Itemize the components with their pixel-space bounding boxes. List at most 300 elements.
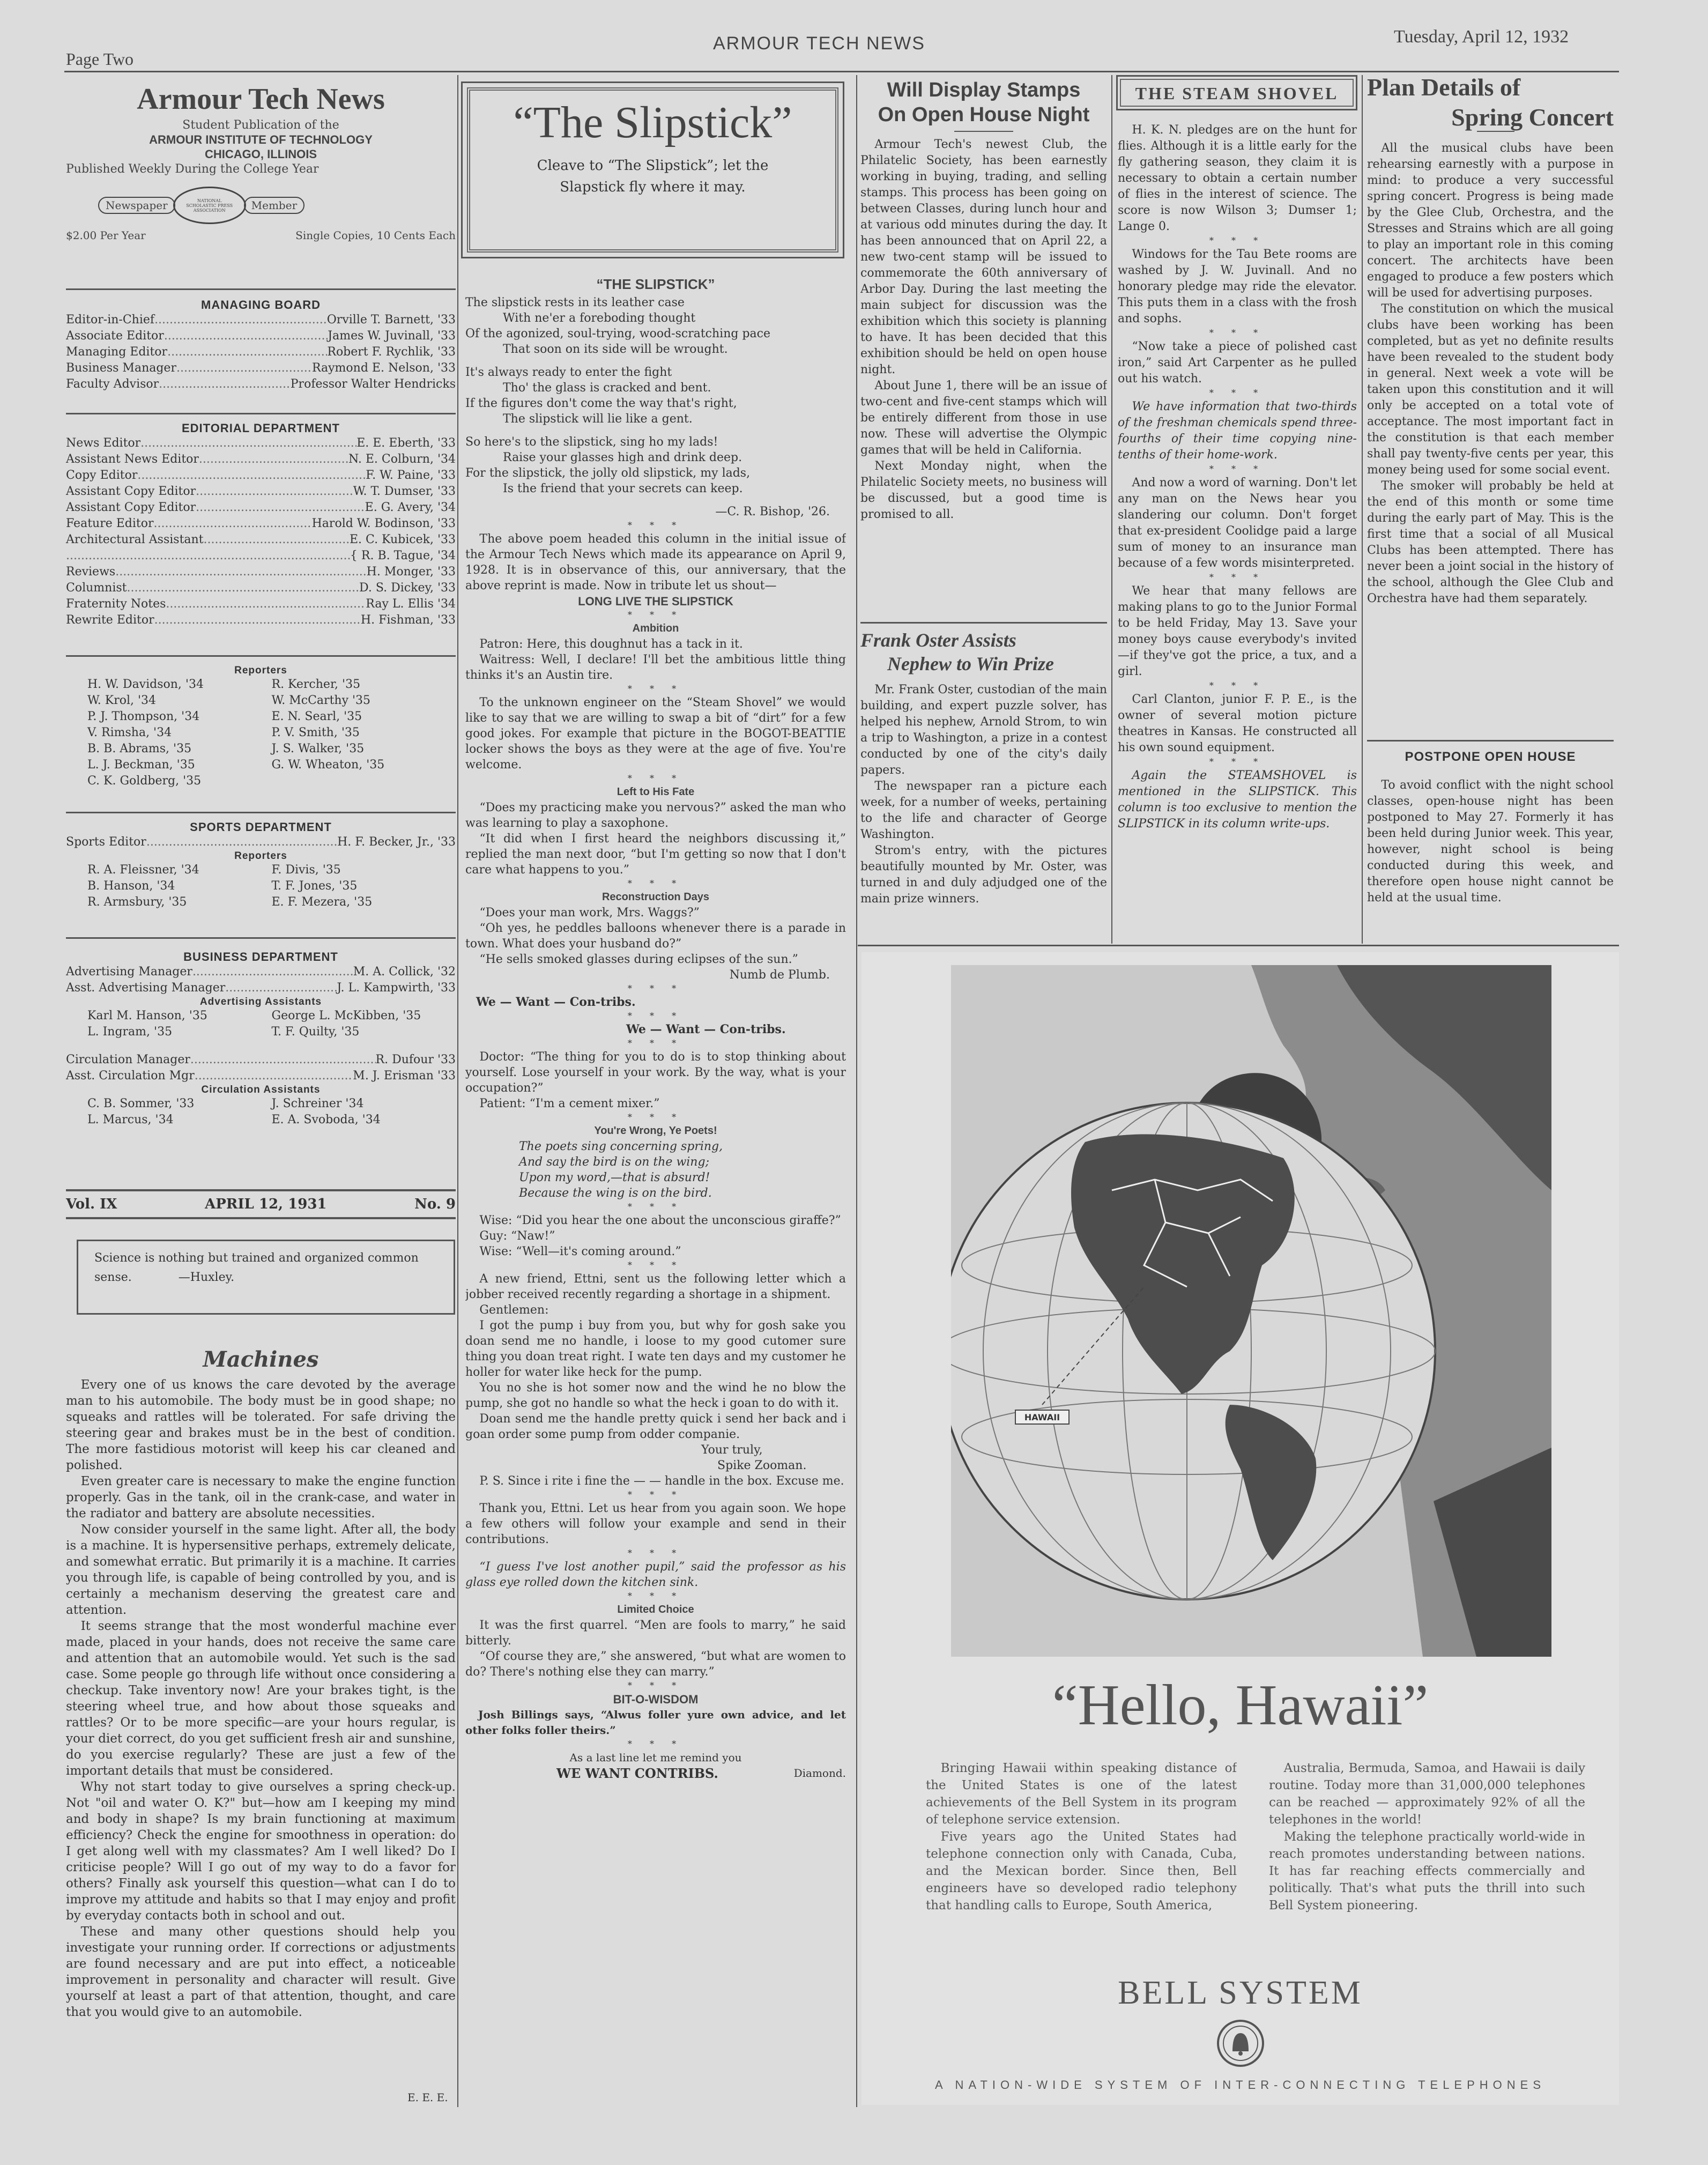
staff-name: M. J. Erisman '33 <box>353 1069 456 1082</box>
dot-leader <box>225 980 337 996</box>
staff-name: E. A. Svoboda, '34 <box>271 1113 381 1126</box>
shovel-item: “Now take a piece of polished cast iron,” said Art Carpenter as he pulled out his watch. <box>1118 340 1357 385</box>
badge-left-label: Newspaper <box>98 197 175 214</box>
staff-name: W. Krol, '34 <box>87 694 157 707</box>
section-rule <box>66 288 456 290</box>
staff-name: George L. McKibben, '35 <box>271 1009 421 1022</box>
section-rule <box>66 413 456 414</box>
separator: * * * <box>627 1489 684 1500</box>
staff-name: F. W. Paine, '33 <box>366 469 456 482</box>
staff-name: Raymond E. Nelson, '33 <box>311 361 456 375</box>
masthead-title: Armour Tech News <box>137 83 385 116</box>
staff-row <box>66 328 456 344</box>
business-department <box>66 950 456 1128</box>
paragraph: Making the telephone practically world-wide in reach promotes understanding between nations. It has far reaching effects commercially and politically. That's what puts the thrill into such Bell System pioneering. <box>1269 1830 1585 1912</box>
slipstick-motto: Cleave to “The Slipstick”; let the Slapstick fly where it may. <box>537 158 769 195</box>
stamps-headline <box>860 78 1107 127</box>
section-heading: EDITORIAL DEPARTMENT <box>181 421 340 435</box>
section-rule <box>860 622 1107 624</box>
staff-name: G. W. Wheaton, '35 <box>271 758 385 772</box>
separator: * * * <box>627 1739 684 1749</box>
dot-leader <box>66 548 350 564</box>
staff-name: E. C. Kubicek, '33 <box>349 533 456 546</box>
volume-line <box>66 1193 456 1215</box>
paragraph: Wise: “Well—it's coming around.” <box>479 1245 681 1258</box>
staff-name: R. Armsbury, '35 <box>87 895 187 909</box>
concert-headline <box>1367 72 1614 132</box>
staff-name: E. F. Mezera, '35 <box>271 895 373 909</box>
letter-close: Your truly, <box>701 1443 763 1457</box>
want-contribs: We — Want — Con-tribs. <box>476 995 636 1009</box>
dot-leader <box>199 451 348 468</box>
staff-name: H. F. Becker, Jr., '33 <box>337 835 456 849</box>
headline-line: On Open House Night <box>878 103 1090 126</box>
paragraph: Patron: Here, this doughnut has a tack in it. <box>479 637 743 651</box>
section-heading: Reporters <box>234 665 287 676</box>
volume-date: APRIL 12, 1931 <box>205 1196 327 1212</box>
dot-leader <box>204 532 350 548</box>
section-rule <box>66 1217 456 1219</box>
oster-article <box>860 682 1107 939</box>
bell-tagline: A NATION-WIDE SYSTEM OF INTER-CONNECTING TELEPHONES <box>934 2078 1546 2092</box>
poem-line: The slipstick will lie like a gent. <box>503 412 693 426</box>
staff-row <box>66 980 456 996</box>
headline-line: Frank Oster Assists <box>860 629 1016 651</box>
paragraph: Strom's entry, with the pictures beautifully mounted by Mr. Oster, was turned in and duly adjudged one of the main prize winners. <box>860 844 1107 906</box>
staff-row <box>66 468 456 484</box>
section-rule <box>66 655 456 657</box>
staff-name: N. E. Colburn, '34 <box>348 453 456 466</box>
paragraph: About June 1, there will be an issue of two-cent and five-cent stamps which will be entirely different from those in use now. These will advertise the Olympic games that will be held in California. <box>860 379 1107 457</box>
section-heading: Advertising Assistants <box>199 996 322 1007</box>
staff-row <box>66 376 456 392</box>
staff-name: H. W. Davidson, '34 <box>87 678 204 691</box>
poem-line: With ne'er a foreboding thought <box>503 312 696 325</box>
staff-name: B. Hanson, '34 <box>87 879 175 893</box>
staff-row <box>66 360 456 376</box>
staff-name: F. Divis, '35 <box>271 863 341 877</box>
managing-board <box>66 298 456 392</box>
masthead-line: ARMOUR INSTITUTE OF TECHNOLOGY <box>149 133 373 146</box>
globe-telephone-illustration <box>951 965 1551 1657</box>
paragraph: “Does your man work, Mrs. Waggs?” <box>479 906 700 920</box>
section-rule <box>1367 740 1614 742</box>
paragraph: Australia, Bermuda, Samoa, and Hawaii is daily routine. Today more than 31,000,000 telephones can be reached — approximately 92% of all the telephones in the world! <box>1269 1761 1585 1827</box>
column-divider <box>1362 75 1363 944</box>
masthead-line: CHICAGO, ILLINOIS <box>205 147 317 161</box>
machines-title: Machines <box>203 1347 319 1372</box>
issue-date: Tuesday, April 12, 1932 <box>1394 27 1569 47</box>
want-contribs-final: WE WANT CONTRIBS. <box>556 1766 718 1781</box>
dot-leader <box>127 580 359 596</box>
column-heading: “THE SLIPSTICK” <box>596 276 715 292</box>
staff-row <box>66 451 456 468</box>
dot-leader <box>154 612 361 628</box>
staff-name: B. B. Abrams, '35 <box>87 742 192 755</box>
separator: * * * <box>627 1038 684 1048</box>
dot-leader <box>192 964 353 980</box>
bell-advertisement <box>862 952 1619 2105</box>
staff-name: E. G. Avery, '34 <box>365 501 456 514</box>
staff-name: L. J. Beckman, '35 <box>87 758 195 772</box>
paragraph: The poets sing concerning spring, <box>519 1140 723 1153</box>
postpone-headline: POSTPONE OPEN HOUSE <box>1405 750 1576 764</box>
dot-leader <box>166 596 366 612</box>
staff-role: Fraternity Notes <box>66 597 166 611</box>
dot-leader <box>195 1068 353 1084</box>
machines-article <box>66 1377 456 2090</box>
ad-headline: “Hello, Hawaii” <box>1052 1673 1429 1737</box>
staff-name: R. Kercher, '35 <box>271 678 361 691</box>
paragraph: Bringing Hawaii within speaking distance of the United States is one of the latest achievements of the Bell System in its program of telephone service extension. <box>926 1761 1237 1827</box>
paragraph: “Does my practicing make you nervous?” asked the man who was learning to play a saxophone. <box>465 801 846 830</box>
staff-role: Managing Editor <box>66 345 168 359</box>
section-heading: SPORTS DEPARTMENT <box>190 820 332 834</box>
section-rule <box>66 937 456 939</box>
dot-leader <box>196 484 353 500</box>
paragraph: Patient: “I'm a cement mixer.” <box>479 1097 660 1110</box>
column-divider <box>457 75 458 2107</box>
price-line <box>66 229 456 242</box>
staff-name: T. F. Quilty, '35 <box>271 1025 360 1039</box>
staff-role: Rewrite Editor <box>66 613 154 627</box>
joke-title: Ambition <box>632 622 679 634</box>
bell-logo-icon <box>1216 2019 1265 2067</box>
nspa-seal <box>173 187 246 224</box>
staff-name: H. Monger, '33 <box>366 565 456 579</box>
volume-number: Vol. IX <box>66 1196 117 1212</box>
separator: * * * <box>627 1680 684 1691</box>
paragraph: Gentlemen: <box>479 1303 549 1317</box>
steam-shovel-box <box>1116 75 1357 110</box>
dot-leader <box>176 360 312 376</box>
shovel-item: Windows for the Tau Bete rooms are washed by J. W. Juvinall. And no honorary pledge may ride the elevator. This puts them in a class with the frosh and sophs. <box>1118 248 1357 325</box>
separator: * * * <box>1209 572 1266 582</box>
dot-leader <box>196 500 365 516</box>
staff-role: Asst. Circulation Mgr <box>66 1069 195 1082</box>
ad-text-right <box>1269 1760 1585 1942</box>
paragraph: Even greater care is necessary to make the engine function properly. Gas in the tank, oil in the crank-case, and water in the radiator and battery are absolute necessities. <box>66 1474 456 1521</box>
dot-leader <box>154 312 327 328</box>
joke-title: BIT-O-WISDOM <box>613 1693 699 1706</box>
staff-name: C. K. Goldberg, '35 <box>87 774 202 788</box>
oster-headline <box>860 628 1107 676</box>
staff-name: M. A. Collick, '32 <box>353 965 456 978</box>
staff-name: R. Dufour '33 <box>375 1053 456 1066</box>
steam-shovel-column <box>1118 122 1357 937</box>
staff-name: H. Fishman, '33 <box>360 613 456 627</box>
staff-name: J. S. Walker, '35 <box>271 742 365 755</box>
separator: * * * <box>627 520 684 530</box>
editorial-department <box>66 421 456 628</box>
staff-role: Advertising Manager <box>66 965 192 978</box>
staff-role: Assistant News Editor <box>66 453 199 466</box>
section-heading: Circulation Assistants <box>201 1084 321 1095</box>
globe <box>951 1103 1435 1599</box>
staff-row <box>66 964 456 980</box>
column-divider <box>856 75 857 2107</box>
paragraph: “It did when I first heard the neighbors discussing it,” replied the man next door, “but I'm getting so now that I don't care what happens to you.” <box>465 832 846 877</box>
staff-name: E. E. Eberth, '33 <box>357 436 456 450</box>
staff-row <box>66 435 456 451</box>
thanks-note: Thank you, Ettni. Let us hear from you again soon. We hope a few others will follow your example and send in their contributions. <box>465 1502 846 1546</box>
staff-name: L. Marcus, '34 <box>87 1113 174 1126</box>
paragraph: Now consider yourself in the same light. After all, the body is a machine. It is hypersensitive perhaps, extremely delicate, and somewhat erratic. But primarily it is a machine. It carries you through life, is capable of being controlled by you, and is certainly a mechanism deserving the greatest care and attention. <box>66 1523 456 1617</box>
hawaii-label: HAWAII <box>1024 1412 1060 1422</box>
sports-department <box>66 820 456 910</box>
section-rule <box>66 812 456 813</box>
section-rule <box>66 1189 456 1191</box>
staff-role: Circulation Manager <box>66 1053 190 1066</box>
paragraph: The constitution on which the musical clubs have been working has been completed, but as yet no definite results have been revealed to the student body in general. Next week a vote will be taken upon this constitution and it will only be accepted on a total vote of acceptance. The most important fact in the constitution is that each member shall pay twenty-five cents per year, this money being used for some social event. <box>1367 302 1614 477</box>
staff-role: Faculty Advisor <box>66 377 159 391</box>
bell-system-brand: BELL SYSTEM <box>1118 1975 1363 2011</box>
poem-line: The slipstick rests in its leather case <box>465 296 685 309</box>
concert-article <box>1367 140 1614 736</box>
separator: * * * <box>627 773 684 783</box>
poem-stanza <box>465 434 846 496</box>
staff-name: R. A. Fleissner, '34 <box>87 863 199 877</box>
staff-role: Sports Editor <box>66 835 146 849</box>
staff-name: Robert F. Rychlik, '33 <box>327 345 456 359</box>
dot-leader <box>167 344 327 360</box>
staff-role: Editor-in-Chief <box>66 313 155 327</box>
paragraph: These and many other questions should help you investigate your running order. If corrections or adjustments are found necessary and are put into effect, a noticeable improvement in personality and character will result. Give yourself at least a part of that attention, thought, and care that you would give to an automobile. <box>66 1925 456 2019</box>
paragraph: “Of course they are,” she answered, “but what are women to do? There's nothing else they can marry.” <box>465 1650 846 1679</box>
staff-role: Associate Editor <box>66 329 164 343</box>
paragraph: And say the bird is on the wing; <box>519 1155 709 1169</box>
poem-line: Is the friend that your secrets can keep. <box>503 482 743 495</box>
staff-name: Professor Walter Hendricks <box>290 377 456 391</box>
intro-text: The above poem headed this column in the initial issue of the Armour Tech News which made its appearance on April 9, 1928. It is in observance of this, our anniversary, that the above reprint is made. Now in tribute let us shout— <box>465 532 846 592</box>
joke-title: Reconstruction Days <box>601 891 710 903</box>
paragraph: Upon my word,—that is absurd! <box>519 1171 710 1184</box>
paragraph: Doctor: “The thing for you to do is to stop thinking about yourself. Lose yourself in your work. By the way, what is your occupation?” <box>465 1050 846 1095</box>
single-price: Single Copies, 10 Cents Each <box>295 229 456 242</box>
staff-row <box>66 1052 456 1068</box>
separator: * * * <box>1209 680 1266 691</box>
poem-line: If the figures don't come the way that's right, <box>465 397 737 410</box>
want-contribs: We — Want — Con-tribs. <box>626 1022 786 1036</box>
slipstick-column <box>465 273 846 2107</box>
paper-name: ARMOUR TECH NEWS <box>713 33 925 54</box>
poem-author: —C. R. Bishop, '26. <box>715 505 830 518</box>
staff-row <box>66 344 456 360</box>
masthead-line: Student Publication of the <box>182 118 339 132</box>
joke-title: Limited Choice <box>617 1604 694 1615</box>
paragraph: Wise: “Did you hear the one about the unconscious giraffe?” <box>479 1214 841 1227</box>
separator: * * * <box>1209 464 1266 474</box>
separator: * * * <box>1209 235 1266 246</box>
staff-name: James W. Juvinall, '33 <box>328 329 456 343</box>
staff-row <box>66 596 456 612</box>
staff-name: P. V. Smith, '35 <box>271 726 360 739</box>
paragraph: Every one of us knows the care devoted by the average man to his automobile. The body must be in good shape; no squeaks and rattles will be tolerated. For safe driving the steering gear and brakes must be in the best of condition. The more fastidious motorist will keep his car cleaned and polished. <box>66 1378 456 1472</box>
shovel-item: Carl Clanton, junior F. P. E., is the owner of several motion picture theatres in Kansas. He constructed all his own sound equipment. <box>1118 693 1357 754</box>
separator: * * * <box>627 878 684 888</box>
slipstick-title: “The Slipstick” <box>513 98 792 147</box>
staff-row <box>66 516 456 532</box>
staff-name: J. L. Kampwirth, '33 <box>337 981 456 995</box>
postpone-article <box>1367 777 1614 938</box>
paragraph: Doan send me the handle pretty quick i send her back and i goan order some pump from odder companie. <box>465 1412 846 1441</box>
badge-right-label: Member <box>244 197 305 214</box>
staff-name: Orville T. Barnett, '33 <box>326 313 456 327</box>
staff-name: V. Rimsha, '34 <box>87 726 172 739</box>
staff-name: T. F. Jones, '35 <box>271 879 358 893</box>
separator: * * * <box>627 1548 684 1558</box>
poem-line: Tho' the glass is cracked and bent. <box>503 381 711 395</box>
paragraph: Because the wing is on the bird. <box>519 1187 712 1200</box>
staff-row <box>66 580 456 596</box>
staff-name: W. McCarthy '35 <box>271 694 371 707</box>
paragraph: Next Monday night, when the Philatelic Society meets, no business will be discussed, but a good time is promised to all. <box>860 459 1107 521</box>
poem-line: Raise your glasses high and drink deep. <box>503 451 742 464</box>
separator: * * * <box>627 983 684 993</box>
staff-row <box>66 312 456 328</box>
staff-role: Business Manager <box>66 361 176 375</box>
staff-name: C. B. Sommer, '33 <box>87 1097 195 1110</box>
section-heading: MANAGING BOARD <box>201 298 321 312</box>
staff-role: Assistant Copy Editor <box>66 501 196 514</box>
poem-line: For the slipstick, the jolly old slipstick, my lads, <box>465 466 751 480</box>
staff-role: Columnist <box>66 581 127 595</box>
separator: * * * <box>1209 388 1266 398</box>
separator: * * * <box>627 1591 684 1601</box>
engineer-note: To the unknown engineer on the “Steam Shovel” we would like to say that we are willing to swap a bit of “dirt” for a few good jokes. For example that picture in the BOGOT-BEATTIE locker shows the boys as they were at the age of five. You're welcome. <box>465 696 846 772</box>
poem-line: Of the agonized, soul-trying, wood-scratching pace <box>465 327 770 340</box>
staff-name: Karl M. Hanson, '35 <box>87 1009 207 1022</box>
machines-signature: E. E. E. <box>407 2091 448 2104</box>
paragraph: All the musical clubs have been rehearsing earnestly with a purpose in mind: to produce a very successful spring concert. Progress is being made by the Glee Club, Orchestra, and the Stresses and Strains which are all going to play an important role in this coming concert. The architects have been engaged to produce a few posters which will be used for advertising purposes. <box>1367 142 1614 300</box>
letter-signature: Spike Zooman. <box>717 1459 807 1472</box>
paragraph: You no she is hot somer now and the wind he no blow the pump, she got no handle so what the heck i goan to do with it. <box>465 1381 846 1410</box>
headline-line: Nephew to Win Prize <box>887 653 1054 674</box>
paragraph: To avoid conflict with the night school classes, open-house night has been postponed to May 27. Formerly it has been held during Junior week. This year, however, night school is being conducted during this week, and therefore open house night cannot be held at the usual time. <box>1367 778 1614 904</box>
letter-intro: A new friend, Ettni, sent us the following letter which a jobber received recently regarding a shortage in a shipment. <box>465 1272 846 1301</box>
paragraph: It was the first quarrel. “Men are fools to marry,” he said bitterly. <box>465 1619 846 1648</box>
staff-row <box>66 834 456 850</box>
shovel-item: We have information that two-thirds of the freshman chemicals spend three-fourths of their time copying nine-tenths of their home-work. <box>1118 400 1357 462</box>
letter-ps: P. S. Since i rite i fine the — — handle in the box. Excuse me. <box>479 1474 844 1488</box>
staff-role: Assistant Copy Editor <box>66 485 196 498</box>
separator: * * * <box>627 684 684 694</box>
staff-role: Asst. Advertising Manager <box>66 981 226 995</box>
dot-leader <box>137 468 366 484</box>
paragraph: It seems strange that the most wonderful machine ever made, placed in your hands, does not receive the same care and attention that an automobile would. Yet such is the sad case. Some people go through life without once considering a checkup. Take inventory now! Are your brakes tight, is the steering wheel true, and how about those squeaks and rattles? Or to be more specific—are your hours regular, is your diet correct, do you get sufficient fresh air and sunshine, do you exercise regularly? These are just a few of the important details that must be considered. <box>66 1619 456 1778</box>
quote-text: Science is nothing but trained and organized common sense. <box>94 1251 419 1284</box>
poem-line: That soon on its side will be wrought. <box>503 343 728 356</box>
paragraph: “Oh yes, he peddles balloons whenever there is a parade in town. What does your husband do?” <box>465 922 846 951</box>
poem-line: It's always ready to enter the fight <box>465 366 672 379</box>
staff-role: Reviews <box>66 565 116 579</box>
separator: * * * <box>1209 328 1266 338</box>
shovel-item: We hear that many fellows are making plans to go to the Junior Formal to be held Friday, May 13. Save your money boys cause everybody's invited—if they've got the price, a tux, and a girl. <box>1118 584 1357 678</box>
masthead-published: Published Weekly During the College Year <box>66 162 319 176</box>
steam-shovel-title: THE STEAM SHOVEL <box>1120 79 1354 107</box>
reporters <box>66 665 456 789</box>
ad-text-left <box>926 1760 1237 1942</box>
dot-leader <box>140 435 357 451</box>
dot-leader <box>190 1052 376 1068</box>
paragraph: Mr. Frank Oster, custodian of the main building, and expert puzzle solver, has helped his nephew, Arnold Strom, to win a trip to Washington, a prize in a contest conducted by one of the city's daily papers. <box>860 683 1107 777</box>
poem-stanza <box>465 295 846 357</box>
dot-leader <box>154 516 312 532</box>
column-divider <box>1111 75 1112 944</box>
staff-name: D. S. Dickey, '33 <box>359 581 456 595</box>
paragraph: Armour Tech's newest Club, the Philatelic Society, has been earnestly working in buying, trading, and selling stamps. This process has been going on between Classes, during lunch hour and at various odd minutes during the day. It has been announced that on April 22, a new two-cent stamp will be issued to commemorate the 60th anniversary of Arbor Day. During the last meeting the main subject for discussion was the exhibition which this society is planning to have. It has been decided that this exhibition should be held on open house night. <box>860 138 1107 376</box>
annual-price: $2.00 Per Year <box>66 229 146 242</box>
paragraph: Five years ago the United States had telephone connection only with Canada, Cuba, and the Mexican border. Since then, Bell engineers have so developed radio telephony that handling calls to Europe, South America, <box>926 1830 1237 1912</box>
paragraph: The smoker will probably be held at the end of this month or some time during the early part of May. This is the first time that a social of all Musical Clubs has been attempted. There has never been a joint social in the history of the school, although the Glee Club and Orchestra have had them separately. <box>1367 479 1614 605</box>
quote-box <box>77 1240 455 1315</box>
joke-title: You're Wrong, Ye Poets! <box>594 1125 717 1137</box>
staff-row <box>66 484 456 500</box>
long-live-heading: LONG LIVE THE SLIPSTICK <box>578 595 733 608</box>
separator: * * * <box>627 610 684 620</box>
page-number: Page Two <box>66 49 134 69</box>
staff-name: Harold W. Bodinson, '33 <box>311 517 456 530</box>
paragraph: “He sells smoked glasses during eclipses of the sun.” <box>479 953 798 966</box>
staff-role: Copy Editor <box>66 469 138 482</box>
staff-name: P. J. Thompson, '34 <box>87 710 200 723</box>
issue-number: No. 9 <box>414 1196 456 1212</box>
staff-row <box>66 564 456 580</box>
headline-rule <box>954 131 1013 132</box>
joke-author: Numb de Plumb. <box>729 968 830 982</box>
staff-name: { R. B. Tague, '34 <box>350 549 456 562</box>
wisdom-quote: Josh Billings says, “Alwus foller yure own advice, and let other folks foller theirs.” <box>465 1708 846 1737</box>
stamps-article <box>860 137 1107 606</box>
staff-row <box>66 532 456 548</box>
shovel-item: H. K. N. pledges are on the hunt for flies. Although it is a little early for the fly gathering season, they claim it is necessary to obtain a certain number of flies in the interest of science. The score is now Wilson 3; Dumser 1; Lange 0. <box>1118 123 1357 233</box>
paragraph: I got the pump i buy from you, but why for gosh sake you doan send me no handle, i loose to my good cutomer sure thing you doan treat right. I wate ten days and my customer he holler for water like heck for the pump. <box>465 1319 846 1379</box>
staff-role: Feature Editor <box>66 517 154 530</box>
staff-name: J. Schreiner '34 <box>271 1097 364 1110</box>
dot-leader <box>164 328 328 344</box>
staff-name: L. Ingram, '35 <box>87 1025 173 1039</box>
separator: * * * <box>627 1011 684 1021</box>
quote-author: —Huxley. <box>178 1271 235 1284</box>
staff-row <box>66 612 456 628</box>
staff-row <box>66 548 456 564</box>
shovel-item: Again the STEAMSHOVEL is mentioned in the SLIPSTICK. This column is too exclusive to mention the SLIPSTICK in its column write-ups. <box>1118 769 1357 831</box>
section-heading: BUSINESS DEPARTMENT <box>183 950 338 963</box>
paragraph: The newspaper ran a picture each week, for a number of weeks, pertaining to the life and character of George Washington. <box>860 780 1107 841</box>
headline-line: Will Display Stamps <box>887 79 1081 101</box>
section-heading: Reporters <box>234 850 287 862</box>
headline-line: Spring Concert <box>1451 103 1614 131</box>
column-signature: Diamond. <box>793 1767 846 1780</box>
staff-row <box>66 500 456 516</box>
nspa-badge <box>98 189 456 221</box>
staff-row <box>66 1068 456 1084</box>
slipstick-box <box>461 81 844 258</box>
masthead <box>66 80 456 242</box>
staff-name: E. N. Searl, '35 <box>271 710 362 723</box>
headline-rule <box>1477 131 1514 132</box>
pupil-joke: “I guess I've lost another pupil,” said the professor as his glass eye rolled down the kitchen sink. <box>465 1560 846 1589</box>
seal-text: NATIONAL SCHOLASTIC PRESS ASSOCIATION <box>186 198 233 213</box>
staff-role: Architectural Assistant <box>66 533 204 546</box>
separator: * * * <box>627 1202 684 1212</box>
shovel-item: And now a word of warning. Don't let any man on the News hear you slandering our column. Don't forget that ex-president Coolidge paid a large sum of money to an insurance man because of a few words misinterpreted. <box>1118 476 1357 570</box>
staff-name: Ray L. Ellis '34 <box>366 597 456 611</box>
staff-name: W. T. Dumser, '33 <box>353 485 456 498</box>
separator: * * * <box>1209 757 1266 767</box>
dot-leader <box>146 834 337 850</box>
separator: * * * <box>627 1260 684 1270</box>
